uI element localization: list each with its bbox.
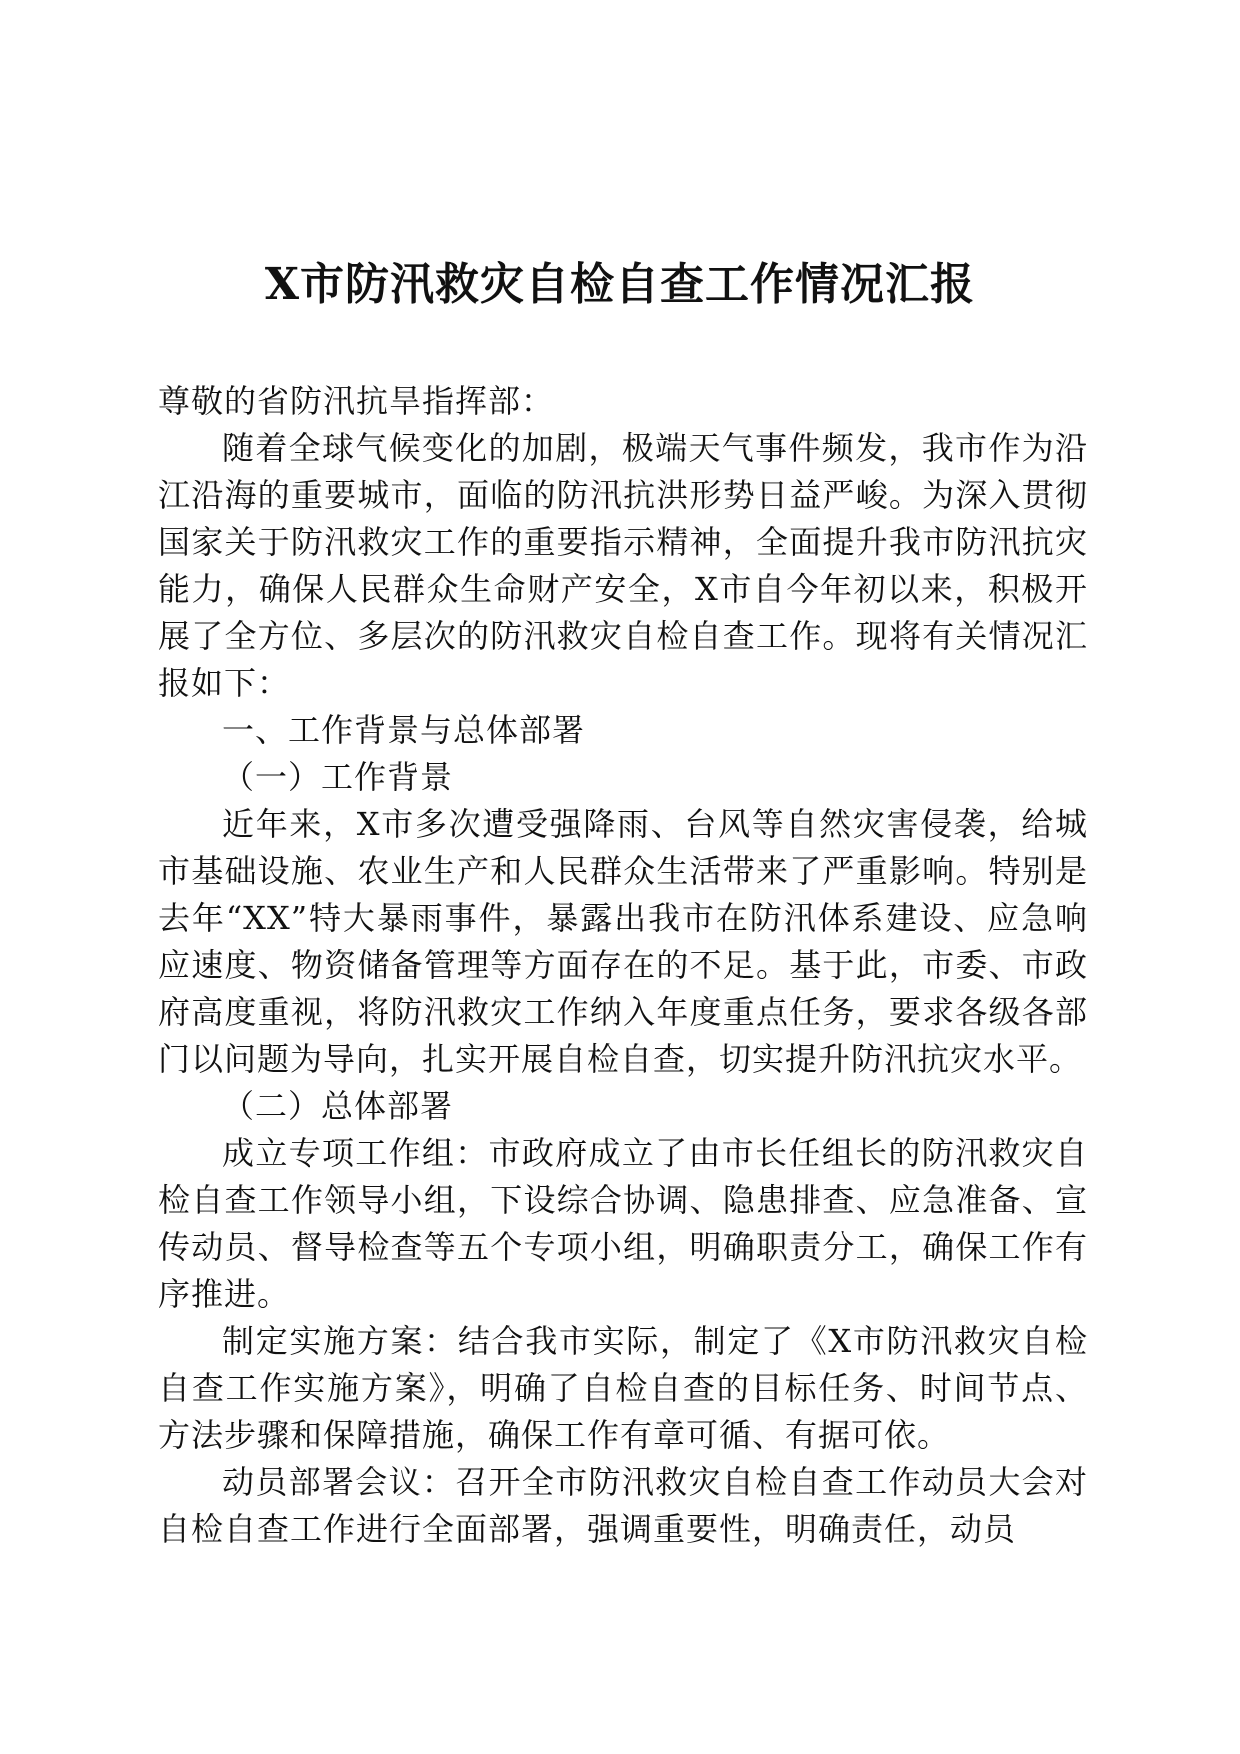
- subsection-heading-1: （一）工作背景: [222, 758, 454, 796]
- deployment-paragraph-3: 动员部署会议：召开全市防汛救灾自检自查工作动员大会对自检自查工作进行全面部署，强调重要性，明确责任，动员: [158, 1463, 1088, 1548]
- salutation: 尊敬的省防汛抗旱指挥部：: [158, 382, 555, 420]
- section-heading-1: 一、工作背景与总体部署: [222, 711, 586, 749]
- deployment-paragraph-2: 制定实施方案：结合我市实际，制定了《X市防汛救灾自检自查工作实施方案》，明确了自检自查的目标任务、时间节点、方法步骤和保障措施，确保工作有章可循、有据可依。: [158, 1322, 1088, 1454]
- document-body: [158, 378, 1088, 1553]
- intro-paragraph: 随着全球气候变化的加剧，极端天气事件频发，我市作为沿江沿海的重要城市，面临的防汛抗洪形势日益严峻。为深入贯彻国家关于防汛救灾工作的重要指示精神，全面提升我市防汛抗灾能力，确保人民群众生命财产安全，X市自今年初以来，积极开展了全方位、多层次的防汛救灾自检自查工作。现将有关情况汇报如下：: [158, 429, 1088, 702]
- deployment-paragraph-1: 成立专项工作组：市政府成立了由市长任组长的防汛救灾自检自查工作领导小组，下设综合协调、隐患排查、应急准备、宣传动员、督导检查等五个专项小组，明确职责分工，确保工作有序推进。: [158, 1134, 1088, 1313]
- background-paragraph: 近年来，X市多次遭受强降雨、台风等自然灾害侵袭，给城市基础设施、农业生产和人民群众生活带来了严重影响。特别是去年“XX”特大暴雨事件，暴露出我市在防汛体系建设、应急响应速度、物资储备管理等方面存在的不足。基于此，市委、市政府高度重视，将防汛救灾工作纳入年度重点任务，要求各级各部门以问题为导向，扎实开展自检自查，切实提升防汛抗灾水平。: [158, 805, 1088, 1078]
- document-title: X市防汛救灾自检自查工作情况汇报: [264, 259, 976, 310]
- subsection-heading-2: （二）总体部署: [222, 1087, 454, 1125]
